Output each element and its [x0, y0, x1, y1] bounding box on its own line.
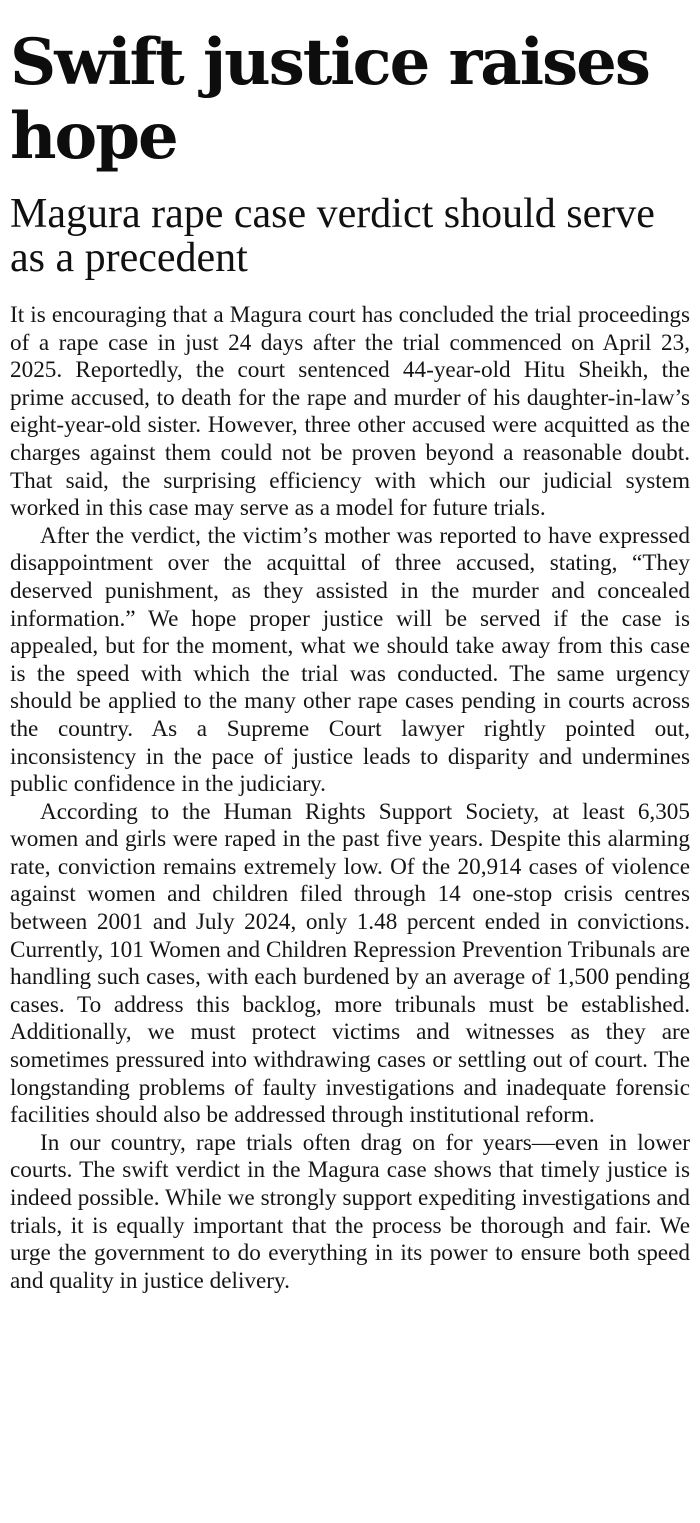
- article-body: [10, 302, 690, 1295]
- paragraph-2: After the verdict, the victim’s mother was reported to have expressed disappointment over the acquittal of three accused, stating, “They deserved punishment, as they assisted in the murder and concealed information.” We hope proper justice will be served if the case is appealed, but for the moment, what we should take away from this case is the speed with which the trial was conducted. The same urgency should be applied to the many other rape cases pending in courts across the country. As a Supreme Court lawyer rightly pointed out, inconsistency in the pace of justice leads to disparity and undermines public confidence in the judiciary.: [10, 522, 690, 798]
- paragraph-1: It is encouraging that a Magura court has concluded the trial proceedings of a rape case in just 24 days after the trial commenced on April 23, 2025. Reportedly, the court sentenced 44-year-old Hitu Sheikh, the prime accused, to death for the rape and murder of his daughter-in-law’s eight-year-old sister. However, three other accused were acquitted as the charges against them could not be proven beyond a reasonable doubt. That said, the surprising efficiency with which our judicial system worked in this case may serve as a model for future trials.: [10, 302, 690, 522]
- paragraph-3: According to the Human Rights Support Society, at least 6,305 women and girls were raped in the past five years. Despite this alarming rate, conviction remains extremely low. Of the 20,914 cases of violence against women and children filed through 14 one-stop crisis centres between 2001 and July 2024, only 1.48 percent ended in convictions. Currently, 101 Women and Children Repression Prevention Tribunals are handling such cases, with each burdened by an average of 1,500 pending cases. To address this backlog, more tribunals must be established. Additionally, we must protect victims and witnesses as they are sometimes pressured into withdrawing cases or settling out of court. The longstanding problems of faulty investigations and inadequate forensic facilities should also be addressed through institutional reform.: [10, 798, 690, 1129]
- subheadline: Magura rape case verdict should serve as a precedent: [10, 191, 655, 281]
- editorial-article: [0, 26, 700, 1523]
- headline: Swift justice raises hope: [10, 25, 649, 174]
- paragraph-4: In our country, rape trials often drag on for years—even in lower courts. The swift verdict in the Magura case shows that timely justice is indeed possible. While we strongly support expediting investigations and trials, it is equally important that the process be thorough and fair. We urge the government to do everything in its power to ensure both speed and quality in justice delivery.: [10, 1129, 690, 1294]
